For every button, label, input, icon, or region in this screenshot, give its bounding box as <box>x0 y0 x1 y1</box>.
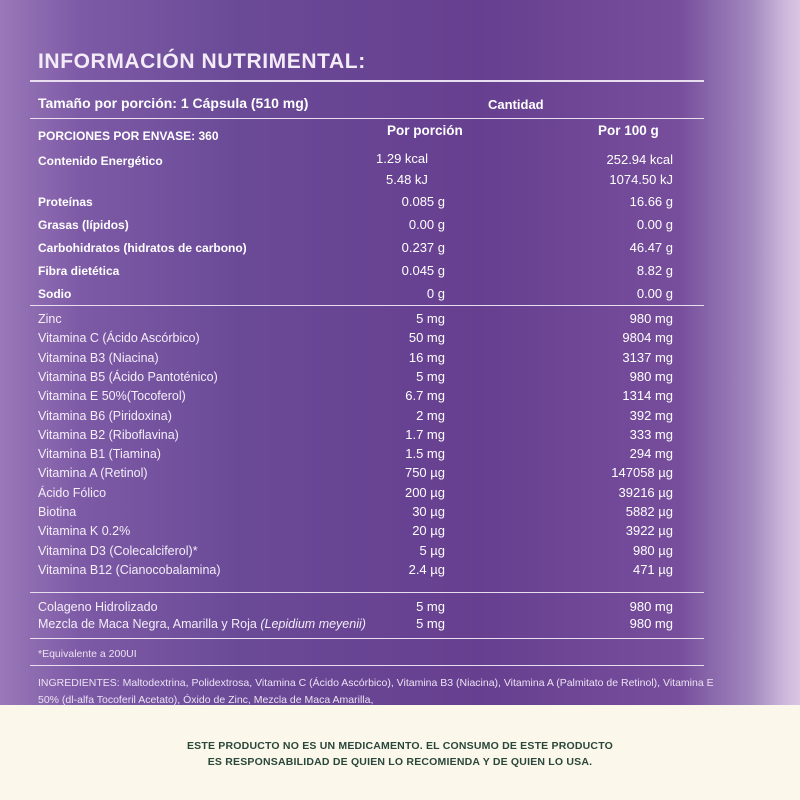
micro-serving-value: 2 mg <box>416 407 445 423</box>
micro-label <box>38 563 221 577</box>
energy-kcal-serving: 1.29 kcal <box>376 151 429 166</box>
micro-label <box>38 486 106 500</box>
extra-per100-value: 980 mg <box>629 616 673 631</box>
micro-per100-value: 294 mg <box>629 446 673 462</box>
macro-label-text: Carbohidratos (hidratos de carbono) <box>38 241 247 255</box>
extra-label <box>38 617 366 631</box>
ingredients-text: INGREDIENTES: Maltodextrina, Polidextrosa, Vitamina C (Ácido Ascórbico), Vitamina B3 (Niacina), Vitamina A (Palmitato de Retinol), Vitamina E 50% (dl-alfa Tocoferil Acetato), Óxido de Zinc, Mezcla de Maca Amarilla, <box>38 677 714 705</box>
micro-label <box>38 524 130 538</box>
disclaimer-band <box>0 705 800 800</box>
micro-label-text: Ácido Fólico <box>38 485 107 500</box>
macro-label-text: Proteínas <box>38 195 93 209</box>
micro-label-text: Vitamina B12 (Cianocobalamina) <box>38 562 221 577</box>
micro-serving-value: 30 µg <box>412 504 445 519</box>
servings-per-container: PORCIONES POR ENVASE: 360 <box>38 129 219 143</box>
macro-serving-value: 0.237 g <box>401 240 445 255</box>
macro-serving-value: 0.00 g <box>408 217 445 232</box>
divider-extras <box>30 638 704 639</box>
micro-per100-value: 147058 µg <box>611 465 673 481</box>
micro-label-text: Zinc <box>38 312 62 326</box>
macro-serving-value: 0 g <box>426 286 445 301</box>
micro-label <box>38 370 218 384</box>
micro-label-text: Biotina <box>38 505 77 519</box>
extra-label-text: Mezcla de Maca Negra, Amarilla y Roja <box>38 617 257 631</box>
macro-label <box>38 241 247 255</box>
micro-label <box>38 409 172 423</box>
micro-serving-value: 20 µg <box>412 523 445 539</box>
micro-serving-value: 200 µg <box>404 484 445 500</box>
macro-per100-value: 16.66 g <box>629 194 673 209</box>
extra-serving-value: 5 mg <box>416 599 445 614</box>
micro-serving-value: 5 mg <box>416 311 445 326</box>
micro-serving-value: 50 mg <box>408 330 445 346</box>
micro-label <box>38 544 198 558</box>
extra-serving-value: 5 mg <box>416 616 445 631</box>
micro-label <box>38 466 148 480</box>
micro-label-text: Vitamina D3 (Colecalciferol)* <box>38 543 198 558</box>
micro-serving-value: 6.7 mg <box>405 388 445 404</box>
macro-label-text: Sodio <box>38 287 72 301</box>
footnote: *Equivalente a 200UI <box>38 648 137 660</box>
energy-kj-100g: 1074.50 kJ <box>609 172 673 187</box>
macro-label <box>38 287 71 301</box>
micro-serving-value: 750 µg <box>404 465 445 481</box>
micro-label-text: Vitamina K 0.2% <box>38 524 131 539</box>
macro-label-text: Grasas (lípidos) <box>38 218 129 232</box>
disclaimer-line-2: ES RESPONSABILIDAD DE QUIEN LO RECOMIENDA Y DE QUIEN LO USA. <box>207 756 593 768</box>
macro-label-text: Fibra dietética <box>38 264 120 278</box>
micro-per100-value: 333 mg <box>629 426 673 442</box>
micro-label-text: Vitamina B6 (Piridoxina) <box>38 408 172 423</box>
serving-size: Tamaño por porción: 1 Cápsula (510 mg) <box>38 95 309 111</box>
energy-kcal-100g: 252.94 kcal <box>606 152 673 167</box>
divider-footnote <box>30 665 704 666</box>
divider-top <box>30 80 704 82</box>
micro-label-text: Vitamina B1 (Tiamina) <box>38 447 161 462</box>
amount-header: Cantidad <box>488 97 544 112</box>
micro-serving-value: 1.5 mg <box>405 446 445 462</box>
macro-serving-value: 0.045 g <box>401 263 445 278</box>
macro-per100-value: 46.47 g <box>629 240 673 255</box>
micro-per100-value: 980 mg <box>629 368 673 384</box>
macro-serving-value: 0.085 g <box>401 194 445 209</box>
macro-label <box>38 264 119 278</box>
divider-micros <box>30 592 704 593</box>
micro-label-text: Vitamina B3 (Niacina) <box>38 350 159 365</box>
macro-per100-value: 8.82 g <box>636 263 673 278</box>
extra-label-text: Colageno Hidrolizado <box>38 600 158 614</box>
micro-label-text: Vitamina A (Retinol) <box>38 466 148 481</box>
divider-macros <box>30 305 704 306</box>
macro-label <box>38 218 129 232</box>
micro-label-text: Vitamina E 50%(Tocoferol) <box>38 389 186 404</box>
micro-serving-value: 5 mg <box>416 368 445 384</box>
micro-per100-value: 39216 µg <box>618 484 673 500</box>
label-title: INFORMACIÓN NUTRIMENTAL: <box>38 50 366 73</box>
micro-label <box>38 331 200 345</box>
micro-label <box>38 389 186 403</box>
disclaimer-line-1: ESTE PRODUCTO NO ES UN MEDICAMENTO. EL CONSUMO DE ESTE PRODUCTO <box>186 740 614 752</box>
micro-serving-value: 1.7 mg <box>405 426 445 442</box>
per-serving-header: Por porción <box>387 123 463 138</box>
micro-per100-value: 392 mg <box>629 407 673 423</box>
micro-per100-value: 980 µg <box>632 542 673 558</box>
micro-label <box>38 447 161 461</box>
micro-per100-value: 5882 µg <box>625 504 673 519</box>
micro-label <box>38 505 76 519</box>
micro-label <box>38 351 159 365</box>
divider-serving <box>30 118 704 119</box>
energy-label: Contenido Energético <box>38 154 163 168</box>
extra-label-italic: (Lepidium meyenii) <box>260 617 366 631</box>
micro-per100-value: 1314 mg <box>622 388 673 404</box>
energy-kj-serving: 5.48 kJ <box>386 172 428 187</box>
macro-per100-value: 0.00 g <box>636 217 673 232</box>
micro-serving-value: 2.4 µg <box>408 561 445 577</box>
micro-label <box>38 312 62 326</box>
micro-label-text: Vitamina C (Ácido Ascórbico) <box>38 331 200 346</box>
micro-per100-value: 9804 mg <box>622 330 673 346</box>
extra-per100-value: 980 mg <box>629 599 673 614</box>
macro-label <box>38 195 93 209</box>
micro-label-text: Vitamina B2 (Riboflavina) <box>38 427 179 442</box>
micro-label <box>38 428 179 442</box>
micro-per100-value: 471 µg <box>632 561 673 577</box>
per-100g-header: Por 100 g <box>598 123 659 138</box>
micro-serving-value: 5 µg <box>419 542 445 558</box>
macro-per100-value: 0.00 g <box>636 286 673 301</box>
micro-label-text: Vitamina B5 (Ácido Pantoténico) <box>38 369 218 384</box>
micro-per100-value: 980 mg <box>629 311 673 326</box>
micro-per100-value: 3922 µg <box>625 523 673 539</box>
micro-per100-value: 3137 mg <box>622 349 673 365</box>
micro-serving-value: 16 mg <box>408 349 445 365</box>
extra-label <box>38 600 158 614</box>
